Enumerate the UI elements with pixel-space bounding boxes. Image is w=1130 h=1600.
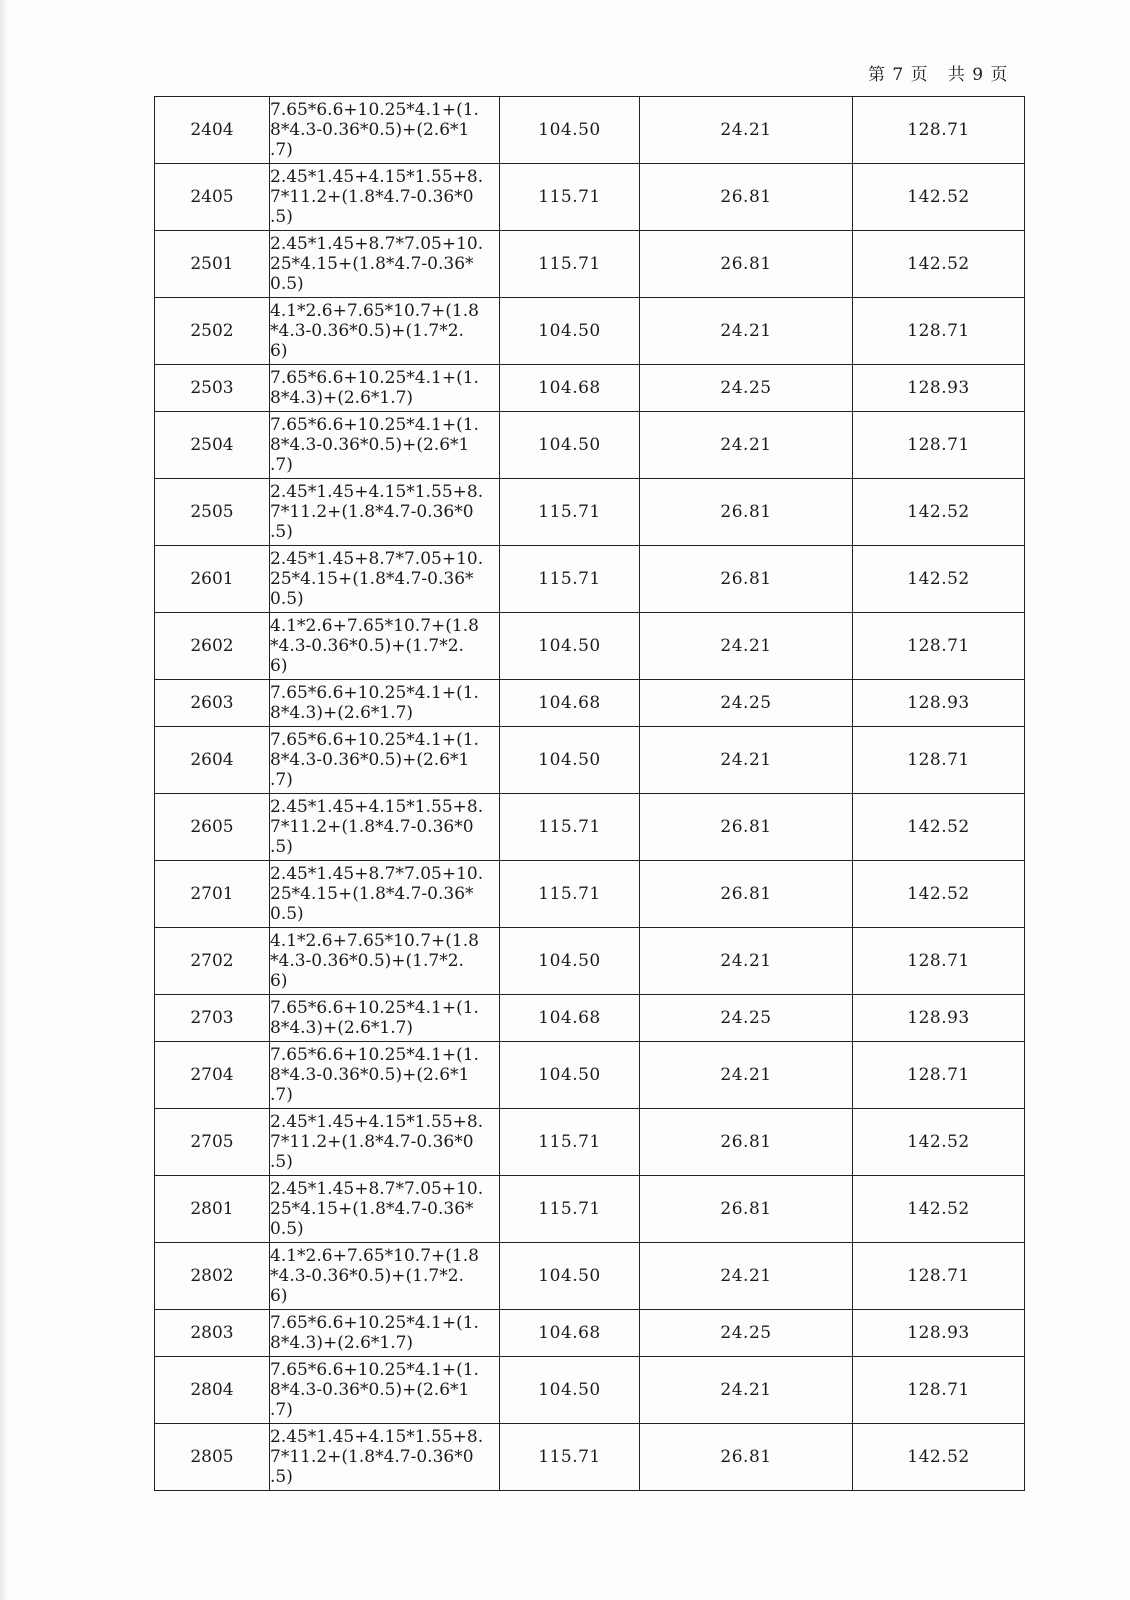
room-number-cell: 2803 — [155, 1310, 270, 1357]
inner-area-cell: 115.71 — [500, 794, 640, 861]
room-number-cell: 2704 — [155, 1042, 270, 1109]
area-formula-cell: 2.45*1.45+4.15*1.55+8. 7*11.2+(1.8*4.7-0.36*0 .5) — [270, 1109, 500, 1176]
shared-area-cell: 24.25 — [640, 365, 853, 412]
table-row — [155, 680, 1025, 727]
area-formula-cell: 2.45*1.45+8.7*7.05+10. 25*4.15+(1.8*4.7-0.36* 0.5) — [270, 546, 500, 613]
shared-area-cell: 24.21 — [640, 97, 853, 164]
shared-area-cell: 24.21 — [640, 727, 853, 794]
inner-area-cell: 115.71 — [500, 546, 640, 613]
table-row — [155, 479, 1025, 546]
total-area-cell: 142.52 — [853, 1424, 1025, 1491]
inner-area-cell: 104.68 — [500, 1310, 640, 1357]
table-row — [155, 928, 1025, 995]
total-area-cell: 128.71 — [853, 298, 1025, 365]
inner-area-cell: 104.68 — [500, 995, 640, 1042]
total-area-cell: 128.71 — [853, 1357, 1025, 1424]
inner-area-cell: 104.50 — [500, 1243, 640, 1310]
inner-area-cell: 104.68 — [500, 365, 640, 412]
area-formula-cell: 2.45*1.45+8.7*7.05+10. 25*4.15+(1.8*4.7-0.36* 0.5) — [270, 861, 500, 928]
inner-area-cell: 104.50 — [500, 97, 640, 164]
room-number-cell: 2501 — [155, 231, 270, 298]
area-formula-cell: 4.1*2.6+7.65*10.7+(1.8 *4.3-0.36*0.5)+(1.7*2. 6) — [270, 298, 500, 365]
table-row — [155, 794, 1025, 861]
shared-area-cell: 26.81 — [640, 1424, 853, 1491]
total-area-cell: 128.93 — [853, 995, 1025, 1042]
room-number-cell: 2705 — [155, 1109, 270, 1176]
total-area-cell: 142.52 — [853, 546, 1025, 613]
total-area-cell: 142.52 — [853, 231, 1025, 298]
area-formula-cell: 2.45*1.45+4.15*1.55+8. 7*11.2+(1.8*4.7-0.36*0 .5) — [270, 479, 500, 546]
total-area-cell: 128.93 — [853, 365, 1025, 412]
inner-area-cell: 115.71 — [500, 861, 640, 928]
total-area-cell: 128.71 — [853, 928, 1025, 995]
page-number: 第 7 页 共 9 页 — [868, 65, 1009, 85]
table-row — [155, 995, 1025, 1042]
room-number-cell: 2601 — [155, 546, 270, 613]
inner-area-cell: 115.71 — [500, 1109, 640, 1176]
table-row — [155, 412, 1025, 479]
shared-area-cell: 26.81 — [640, 479, 853, 546]
inner-area-cell: 104.50 — [500, 412, 640, 479]
room-number-cell: 2804 — [155, 1357, 270, 1424]
scan-edge-shadow — [0, 0, 8, 1600]
shared-area-cell: 24.21 — [640, 298, 853, 365]
room-number-cell: 2702 — [155, 928, 270, 995]
shared-area-cell: 24.21 — [640, 1357, 853, 1424]
room-number-cell: 2604 — [155, 727, 270, 794]
shared-area-cell: 26.81 — [640, 861, 853, 928]
shared-area-cell: 24.21 — [640, 928, 853, 995]
room-number-cell: 2603 — [155, 680, 270, 727]
table-row — [155, 97, 1025, 164]
room-number-cell: 2504 — [155, 412, 270, 479]
table-row — [155, 861, 1025, 928]
inner-area-cell: 104.50 — [500, 1042, 640, 1109]
area-formula-cell: 7.65*6.6+10.25*4.1+(1. 8*4.3-0.36*0.5)+(2.6*1 .7) — [270, 412, 500, 479]
area-formula-cell: 7.65*6.6+10.25*4.1+(1. 8*4.3-0.36*0.5)+(2.6*1 .7) — [270, 1357, 500, 1424]
inner-area-cell: 104.50 — [500, 613, 640, 680]
area-formula-cell: 7.65*6.6+10.25*4.1+(1. 8*4.3)+(2.6*1.7) — [270, 365, 500, 412]
inner-area-cell: 115.71 — [500, 1424, 640, 1491]
area-formula-cell: 4.1*2.6+7.65*10.7+(1.8 *4.3-0.36*0.5)+(1.7*2. 6) — [270, 928, 500, 995]
area-table — [154, 96, 1025, 1491]
room-number-cell: 2405 — [155, 164, 270, 231]
shared-area-cell: 26.81 — [640, 164, 853, 231]
area-formula-cell: 7.65*6.6+10.25*4.1+(1. 8*4.3-0.36*0.5)+(2.6*1 .7) — [270, 97, 500, 164]
shared-area-cell: 26.81 — [640, 1176, 853, 1243]
area-formula-cell: 4.1*2.6+7.65*10.7+(1.8 *4.3-0.36*0.5)+(1.7*2. 6) — [270, 1243, 500, 1310]
room-number-cell: 2605 — [155, 794, 270, 861]
table-row — [155, 298, 1025, 365]
table-row — [155, 365, 1025, 412]
area-formula-cell: 2.45*1.45+4.15*1.55+8. 7*11.2+(1.8*4.7-0.36*0 .5) — [270, 1424, 500, 1491]
room-number-cell: 2502 — [155, 298, 270, 365]
shared-area-cell: 24.21 — [640, 1042, 853, 1109]
table-row — [155, 164, 1025, 231]
room-number-cell: 2701 — [155, 861, 270, 928]
inner-area-cell: 104.50 — [500, 1357, 640, 1424]
shared-area-cell: 26.81 — [640, 546, 853, 613]
inner-area-cell: 104.68 — [500, 680, 640, 727]
shared-area-cell: 24.21 — [640, 412, 853, 479]
table-row — [155, 231, 1025, 298]
total-area-cell: 128.93 — [853, 1310, 1025, 1357]
room-number-cell: 2801 — [155, 1176, 270, 1243]
inner-area-cell: 115.71 — [500, 1176, 640, 1243]
table-row — [155, 1424, 1025, 1491]
room-number-cell: 2602 — [155, 613, 270, 680]
shared-area-cell: 26.81 — [640, 1109, 853, 1176]
table-row — [155, 613, 1025, 680]
table-row — [155, 1109, 1025, 1176]
total-area-cell: 128.71 — [853, 613, 1025, 680]
area-formula-cell: 7.65*6.6+10.25*4.1+(1. 8*4.3-0.36*0.5)+(2.6*1 .7) — [270, 727, 500, 794]
room-number-cell: 2802 — [155, 1243, 270, 1310]
table-row — [155, 727, 1025, 794]
total-area-cell: 128.93 — [853, 680, 1025, 727]
area-formula-cell: 2.45*1.45+8.7*7.05+10. 25*4.15+(1.8*4.7-0.36* 0.5) — [270, 231, 500, 298]
total-area-cell: 142.52 — [853, 1109, 1025, 1176]
inner-area-cell: 115.71 — [500, 231, 640, 298]
table-row — [155, 1042, 1025, 1109]
table-row — [155, 1243, 1025, 1310]
shared-area-cell: 26.81 — [640, 231, 853, 298]
area-formula-cell: 2.45*1.45+8.7*7.05+10. 25*4.15+(1.8*4.7-0.36* 0.5) — [270, 1176, 500, 1243]
area-formula-cell: 4.1*2.6+7.65*10.7+(1.8 *4.3-0.36*0.5)+(1.7*2. 6) — [270, 613, 500, 680]
shared-area-cell: 24.21 — [640, 613, 853, 680]
area-formula-cell: 7.65*6.6+10.25*4.1+(1. 8*4.3)+(2.6*1.7) — [270, 680, 500, 727]
total-area-cell: 142.52 — [853, 164, 1025, 231]
room-number-cell: 2404 — [155, 97, 270, 164]
table-row — [155, 1310, 1025, 1357]
area-formula-cell: 2.45*1.45+4.15*1.55+8. 7*11.2+(1.8*4.7-0.36*0 .5) — [270, 164, 500, 231]
room-number-cell: 2503 — [155, 365, 270, 412]
inner-area-cell: 115.71 — [500, 164, 640, 231]
shared-area-cell: 24.21 — [640, 1243, 853, 1310]
inner-area-cell: 104.50 — [500, 727, 640, 794]
area-formula-cell: 7.65*6.6+10.25*4.1+(1. 8*4.3)+(2.6*1.7) — [270, 1310, 500, 1357]
total-area-cell: 142.52 — [853, 479, 1025, 546]
total-area-cell: 128.71 — [853, 727, 1025, 794]
room-number-cell: 2805 — [155, 1424, 270, 1491]
room-number-cell: 2703 — [155, 995, 270, 1042]
area-formula-cell: 2.45*1.45+4.15*1.55+8. 7*11.2+(1.8*4.7-0.36*0 .5) — [270, 794, 500, 861]
total-area-cell: 142.52 — [853, 1176, 1025, 1243]
room-number-cell: 2505 — [155, 479, 270, 546]
inner-area-cell: 104.50 — [500, 928, 640, 995]
total-area-cell: 128.71 — [853, 97, 1025, 164]
total-area-cell: 142.52 — [853, 794, 1025, 861]
inner-area-cell: 104.50 — [500, 298, 640, 365]
table-row — [155, 546, 1025, 613]
table-row — [155, 1357, 1025, 1424]
table-row — [155, 1176, 1025, 1243]
total-area-cell: 128.71 — [853, 1042, 1025, 1109]
area-formula-cell: 7.65*6.6+10.25*4.1+(1. 8*4.3-0.36*0.5)+(2.6*1 .7) — [270, 1042, 500, 1109]
shared-area-cell: 24.25 — [640, 995, 853, 1042]
total-area-cell: 142.52 — [853, 861, 1025, 928]
area-table-body — [155, 97, 1025, 1491]
total-area-cell: 128.71 — [853, 1243, 1025, 1310]
shared-area-cell: 26.81 — [640, 794, 853, 861]
shared-area-cell: 24.25 — [640, 1310, 853, 1357]
inner-area-cell: 115.71 — [500, 479, 640, 546]
total-area-cell: 128.71 — [853, 412, 1025, 479]
shared-area-cell: 24.25 — [640, 680, 853, 727]
area-formula-cell: 7.65*6.6+10.25*4.1+(1. 8*4.3)+(2.6*1.7) — [270, 995, 500, 1042]
